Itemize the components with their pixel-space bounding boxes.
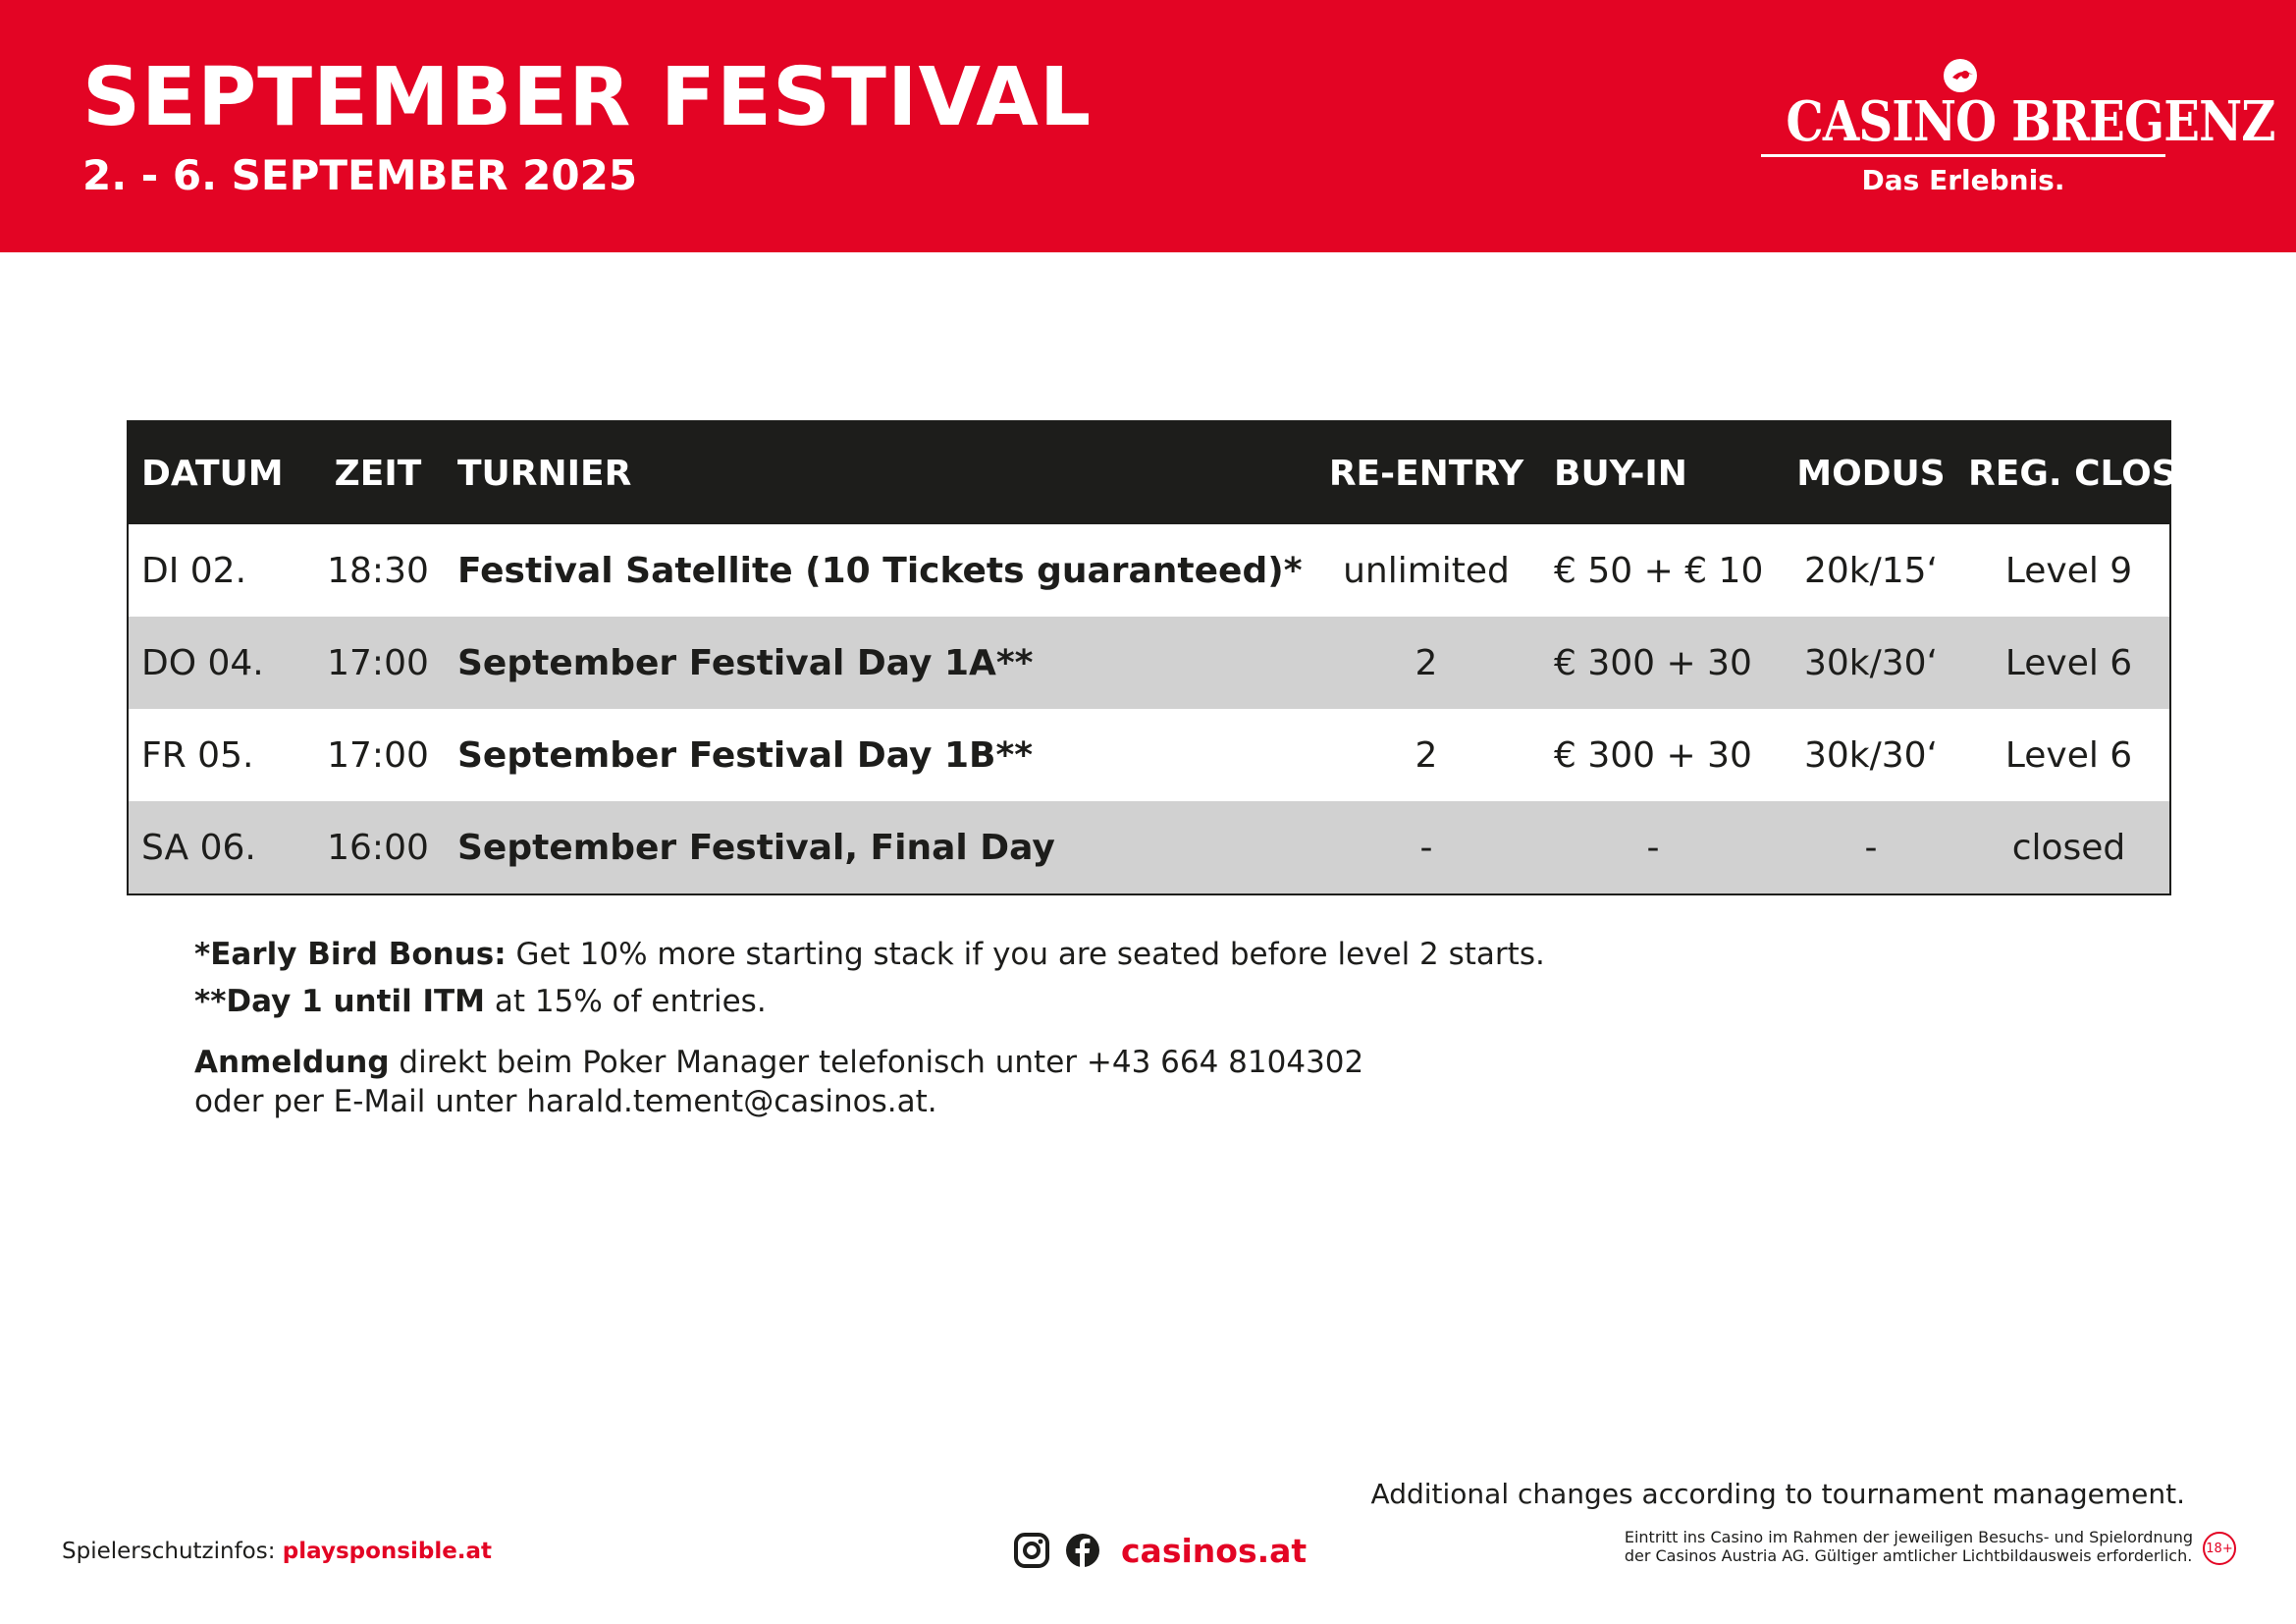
column-header-buy-in: BUY-IN	[1554, 453, 1687, 494]
page-title: SEPTEMBER FESTIVAL	[82, 51, 1093, 144]
cell-time: 17:00	[327, 642, 429, 683]
cell-reentry: 2	[1415, 642, 1438, 683]
casino-logo[interactable]	[1757, 54, 2275, 201]
registration-note	[194, 1043, 1545, 1082]
cell-buyin: € 300 + 30	[1554, 642, 1752, 683]
cell-reentry: -	[1419, 827, 1433, 868]
table-row	[129, 709, 2169, 801]
registration-email-line: oder per E-Mail unter harald.tement@casinos.at.	[194, 1084, 937, 1119]
cell-modus: 30k/30‘	[1803, 642, 1939, 683]
schedule-table	[127, 420, 2249, 895]
player-protection-info	[62, 1539, 492, 1564]
cell-time: 18:30	[327, 550, 429, 591]
logo-name: CASINO BREGENZ	[1786, 89, 2275, 154]
cell-reg-closing: closed	[2011, 827, 2126, 868]
column-header-reg-closing: REG. CLOSING	[1968, 453, 2249, 494]
registration-text: direkt beim Poker Manager telefonisch unter +43 664 8104302	[389, 1045, 1364, 1080]
early-bird-text: Get 10% more starting stack if you are seated before level 2 starts.	[506, 937, 1545, 972]
cell-date: FR 05.	[141, 734, 254, 776]
cell-buyin: -	[1646, 827, 1660, 868]
cell-buyin: € 50 + € 10	[1554, 550, 1764, 591]
cell-reentry: unlimited	[1343, 550, 1510, 591]
column-header-turnier: TURNIER	[457, 453, 632, 494]
logo-divider	[1761, 154, 2165, 157]
cell-time: 17:00	[327, 734, 429, 776]
cell-tournament: Festival Satellite (10 Tickets guaranteed)*	[457, 550, 1303, 591]
additional-changes-note: Additional changes according to tournament management.	[1370, 1478, 2185, 1510]
cell-buyin: € 300 + 30	[1554, 734, 1752, 776]
early-bird-note	[194, 931, 1545, 978]
cell-reg-closing: Level 6	[2004, 642, 2133, 683]
instagram-icon[interactable]	[1013, 1532, 1050, 1569]
day1-label: **Day 1 until ITM	[194, 984, 486, 1019]
cell-tournament: September Festival Day 1A**	[457, 642, 1034, 683]
cell-reg-closing: Level 6	[2004, 734, 2133, 776]
legal-line-2: der Casinos Austria AG. Gültiger amtlicher Lichtbildausweis erforderlich.	[1624, 1546, 2193, 1565]
facebook-icon[interactable]	[1064, 1532, 1101, 1569]
legal-line-1: Eintritt ins Casino im Rahmen der jeweiligen Besuchs- und Spielordnung	[1624, 1528, 2193, 1546]
header-banner	[0, 0, 2296, 252]
cell-tournament: September Festival Day 1B**	[457, 734, 1034, 776]
legal-notice	[1625, 1528, 2193, 1565]
column-header-zeit: ZEIT	[334, 453, 422, 494]
age-restriction-badge: 18+	[2203, 1532, 2236, 1565]
cell-date: SA 06.	[141, 827, 256, 868]
column-header-modus: MODUS	[1796, 453, 1946, 494]
table-row	[129, 617, 2169, 709]
table-header	[129, 422, 2249, 524]
registration-label: Anmeldung	[194, 1045, 390, 1080]
playsponsible-link[interactable]: playsponsible.at	[282, 1539, 493, 1564]
logo-tagline: Das Erlebnis.	[1861, 164, 2065, 196]
day1-text: at 15% of entries.	[485, 984, 767, 1019]
cell-modus: 20k/15‘	[1803, 550, 1939, 591]
cell-date: DO 04.	[141, 642, 264, 683]
column-header-re-entry: RE-ENTRY	[1328, 453, 1524, 494]
cell-date: DI 02.	[141, 550, 247, 591]
table-row	[129, 524, 2169, 617]
notes-section	[194, 931, 1545, 1121]
cell-reentry: 2	[1415, 734, 1438, 776]
cell-modus: 30k/30‘	[1803, 734, 1939, 776]
event-dates: 2. - 6. SEPTEMBER 2025	[82, 151, 638, 199]
social-links	[1013, 1528, 1307, 1573]
day1-note	[194, 978, 1545, 1025]
note-spacer	[194, 1025, 1545, 1043]
cell-modus: -	[1864, 827, 1878, 868]
protection-label: Spielerschutzinfos:	[62, 1539, 283, 1564]
cell-reg-closing: Level 9	[2004, 550, 2133, 591]
casinos-website-link[interactable]: casinos.at	[1121, 1531, 1308, 1570]
early-bird-label: *Early Bird Bonus:	[194, 937, 507, 972]
column-header-datum: DATUM	[141, 453, 284, 494]
table-row	[129, 801, 2169, 893]
cell-tournament: September Festival, Final Day	[457, 827, 1055, 868]
cell-time: 16:00	[327, 827, 429, 868]
